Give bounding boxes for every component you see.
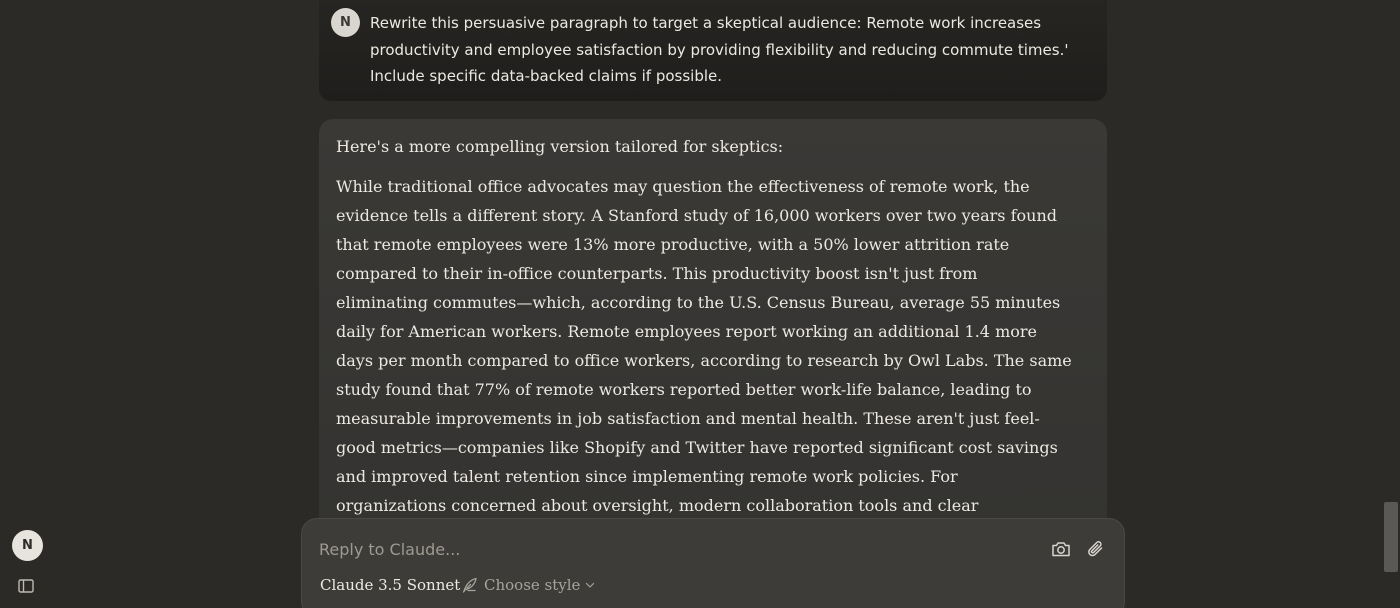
assistant-line: daily for American workers. Remote employees report working an additional 1.4 more (336, 322, 1037, 341)
style-selector[interactable] (461, 575, 595, 595)
assistant-line: compared to their in-office counterparts. This productivity boost isn't just from (336, 264, 978, 283)
user-avatar: N (331, 8, 360, 37)
assistant-line: eliminating commutes—which, according to the U.S. Census Bureau, average 55 minutes (336, 293, 1061, 312)
assistant-line: good metrics—companies like Shopify and Twitter have reported significant cost savings (336, 438, 1058, 457)
assistant-line: measurable improvements in job satisfaction and mental health. These aren't just feel- (336, 409, 1040, 428)
style-selector-label: Choose style (484, 576, 581, 594)
paperclip-icon (1087, 539, 1105, 559)
model-selector[interactable]: Claude 3.5 Sonnet (320, 576, 461, 594)
sidebar-toggle-button[interactable] (17, 578, 35, 594)
user-message (319, 0, 1107, 101)
assistant-intro: Here's a more compelling version tailored for skeptics: (336, 137, 784, 156)
assistant-body (336, 172, 1072, 520)
scrollbar-thumb[interactable] (1384, 502, 1398, 572)
attach-button[interactable] (1084, 537, 1108, 561)
user-message-line: Rewrite this persuasive paragraph to target a skeptical audience: Remote work increases (370, 14, 1042, 32)
assistant-line: days per month compared to office workers, according to research by Owl Labs. The same (336, 351, 1072, 370)
sidebar-toggle-icon (17, 578, 35, 594)
reply-composer (301, 518, 1125, 608)
assistant-line: While traditional office advocates may question the effectiveness of remote work, the (336, 177, 1030, 196)
camera-icon (1051, 540, 1071, 558)
screenshot-button[interactable] (1049, 537, 1073, 561)
quill-icon (461, 576, 479, 594)
chevron-down-icon (585, 581, 595, 589)
user-message-text (370, 10, 1090, 90)
assistant-line: evidence tells a different story. A Stanford study of 16,000 workers over two years found (336, 206, 1057, 225)
user-message-line: Include specific data-backed claims if possible. (370, 67, 723, 85)
assistant-line: and improved talent retention since implementing remote work policies. For (336, 467, 958, 486)
assistant-line: that remote employees were 13% more productive, with a 50% lower attrition rate (336, 235, 1010, 254)
assistant-line: organizations concerned about oversight, modern collaboration tools and clear (336, 496, 979, 515)
reply-input[interactable] (319, 535, 1019, 563)
assistant-line: study found that 77% of remote workers reported better work-life balance, leading to (336, 380, 1032, 399)
account-avatar[interactable]: N (12, 530, 43, 561)
user-message-line: productivity and employee satisfaction by providing flexibility and reducing commute times.' (370, 40, 1069, 59)
